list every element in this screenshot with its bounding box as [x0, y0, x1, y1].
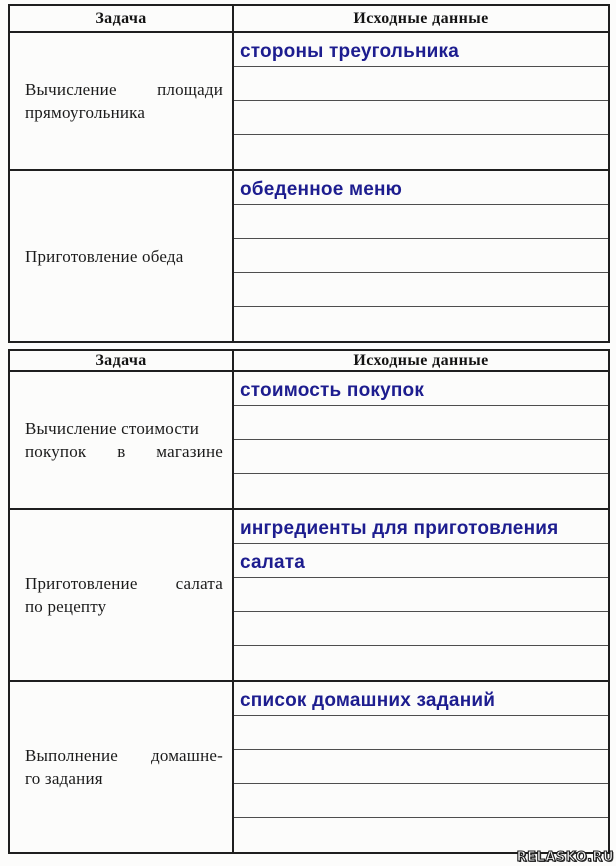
answer-line: [234, 135, 608, 169]
table-row-homework: [9, 681, 609, 853]
answer-line: [234, 612, 608, 646]
answer-line: [234, 818, 608, 852]
answer-line: [234, 171, 608, 205]
answer-line: [234, 372, 608, 406]
answer-line: [234, 682, 608, 716]
task-text-line: го задания: [25, 769, 103, 788]
task-cell: [9, 509, 233, 681]
column-header-data: Исходные данные: [233, 350, 609, 371]
handwritten-entry: салата: [240, 552, 306, 573]
answer-line: [234, 646, 608, 680]
handwritten-entry: обеденное меню: [240, 179, 403, 200]
handwritten-entry: стороны треугольника: [240, 41, 459, 62]
data-cell: [233, 32, 609, 170]
task-table-top: [8, 4, 610, 343]
task-cell: [9, 371, 233, 509]
task-table-bottom: [8, 349, 610, 854]
task-cell: [9, 681, 233, 853]
data-cell: [233, 170, 609, 342]
header-row: [9, 350, 609, 371]
answer-line: [234, 716, 608, 750]
handwritten-entry: ингредиенты для приготовления: [240, 518, 559, 539]
table-row-cooking-dinner: [9, 170, 609, 342]
task-text-line: Вычисление стоимости: [25, 419, 200, 438]
answer-line: [234, 544, 608, 578]
answer-line: [234, 784, 608, 818]
column-header-task: Задача: [9, 5, 233, 32]
column-header-data: Исходные данные: [233, 5, 609, 32]
answer-line: [234, 474, 608, 508]
answer-line: [234, 205, 608, 239]
answer-line: [234, 406, 608, 440]
answer-line: [234, 307, 608, 341]
answer-line: [234, 273, 608, 307]
task-text-line: покупок в магазине: [25, 442, 223, 461]
task-text-line: Выполнение домашне-: [25, 746, 223, 765]
column-header-task: Задача: [9, 350, 233, 371]
answer-line: [234, 440, 608, 474]
task-cell: [9, 170, 233, 342]
header-row: [9, 5, 609, 32]
task-text-line: Приготовление салата: [25, 574, 223, 593]
answer-line: [234, 67, 608, 101]
data-cell: [233, 681, 609, 853]
task-cell: [9, 32, 233, 170]
watermark: RELASKO.RU: [516, 850, 614, 865]
answer-line: [234, 101, 608, 135]
table-row-salad-recipe: [9, 509, 609, 681]
answer-line: [234, 510, 608, 544]
table-row-rectangle-area: [9, 32, 609, 170]
task-text-line: прямоугольника: [25, 103, 146, 122]
handwritten-entry: список домашних заданий: [240, 690, 496, 711]
answer-line: [234, 578, 608, 612]
answer-line: [234, 750, 608, 784]
data-cell: [233, 371, 609, 509]
answer-line: [234, 239, 608, 273]
task-text-line: по рецепту: [25, 597, 107, 616]
table-row-shopping-cost: [9, 371, 609, 509]
task-text-line: Вычисление площади: [25, 80, 223, 99]
handwritten-entry: стоимость покупок: [240, 380, 425, 401]
task-text-line: Приготовление обеда: [25, 246, 184, 266]
data-cell: [233, 509, 609, 681]
answer-line: [234, 33, 608, 67]
